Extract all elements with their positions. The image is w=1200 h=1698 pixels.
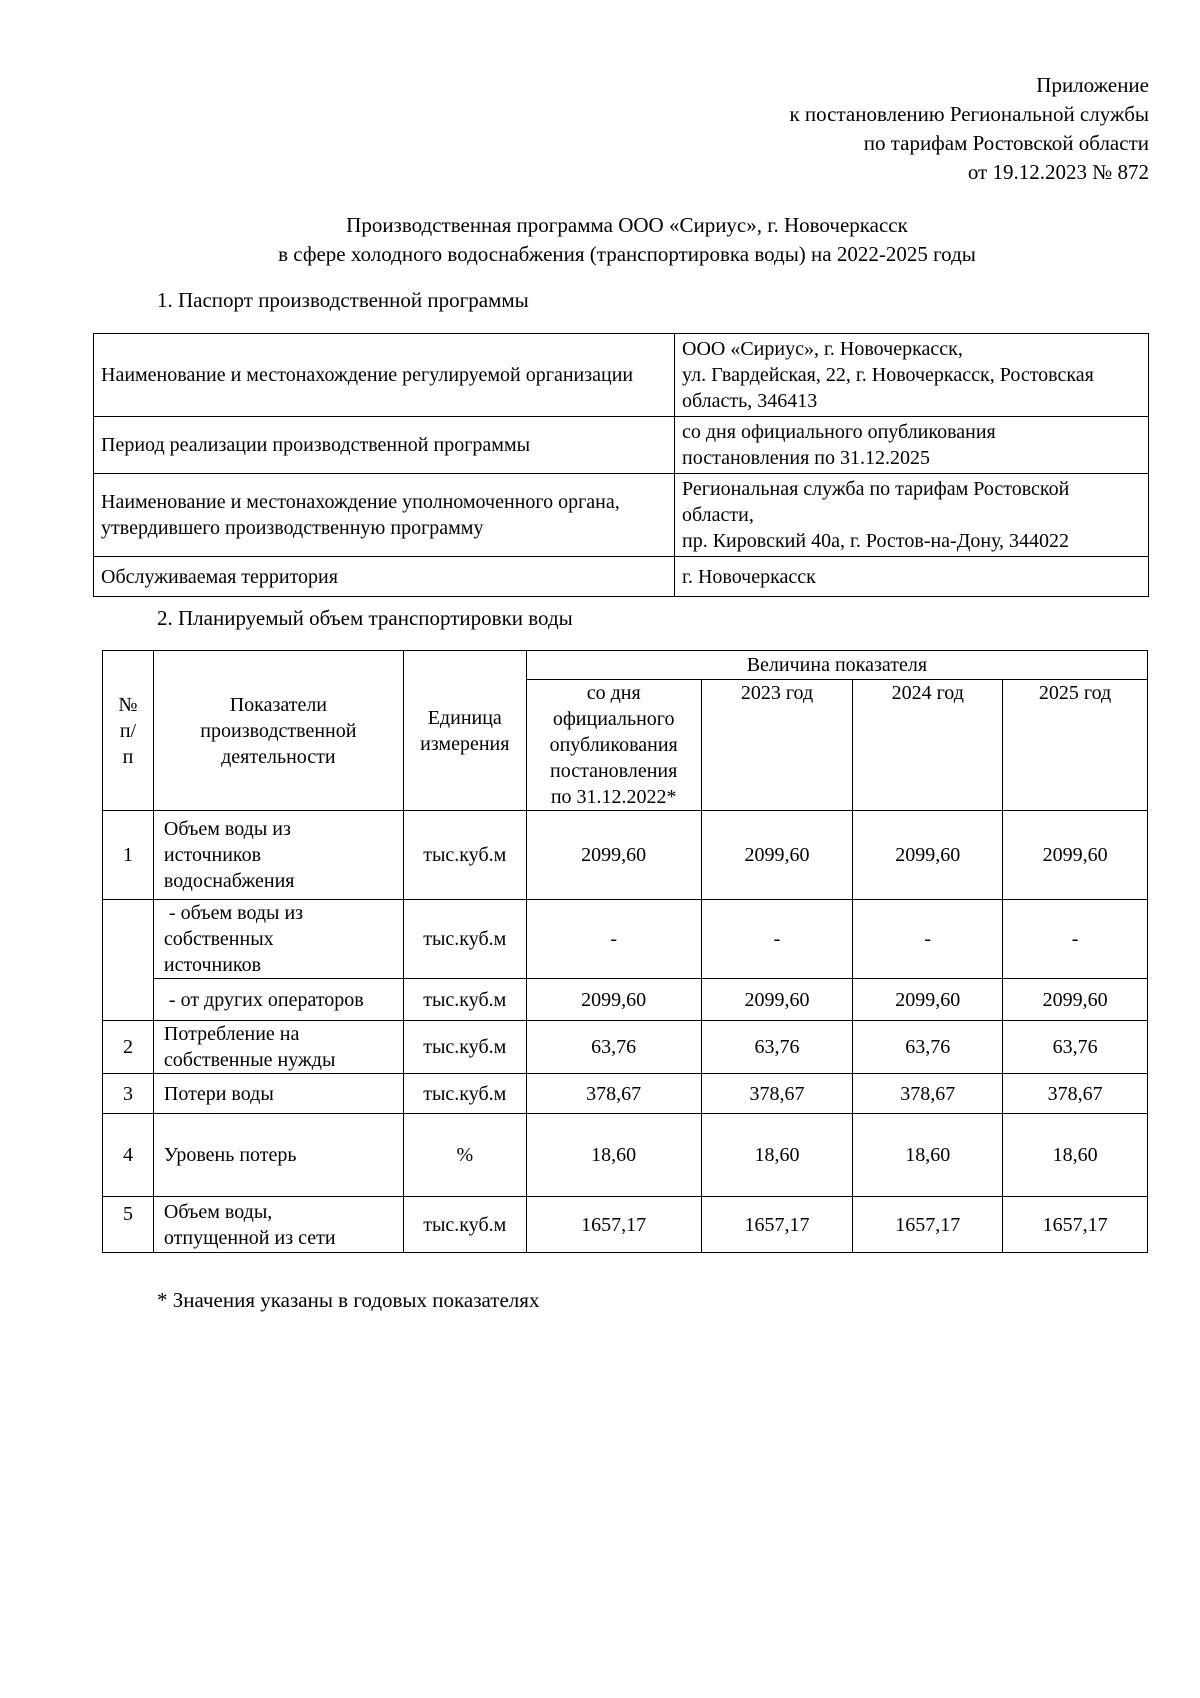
header-line: со дня	[586, 682, 641, 704]
table-row	[103, 811, 1148, 900]
row-value: 63,76	[701, 1021, 853, 1074]
row-unit: тыс.куб.м	[403, 1074, 526, 1114]
indicator-line: Уровень потерь	[163, 1144, 297, 1166]
row-indicator	[153, 1021, 403, 1074]
appendix-line: от 19.12.2023 № 872	[967, 160, 1149, 184]
row-value: 2099,60	[701, 811, 853, 900]
header-line: п/	[119, 719, 137, 742]
row-value: -	[701, 900, 853, 979]
header-line: производственной	[200, 719, 357, 742]
header-line: по 31.12.2022*	[550, 786, 677, 808]
table-row	[103, 1197, 1148, 1253]
value-line: область, 346413	[682, 390, 818, 412]
header-period	[526, 680, 701, 811]
row-indicator	[153, 811, 403, 900]
passport-label: Период реализации производственной программы	[94, 417, 675, 474]
row-num: 3	[103, 1074, 154, 1114]
row-num: 5	[103, 1197, 154, 1253]
table-row	[103, 1114, 1148, 1197]
header-row	[103, 651, 1148, 680]
row-value: 1657,17	[701, 1197, 853, 1253]
table-row	[94, 334, 1149, 417]
header-unit	[403, 651, 526, 811]
value-line: со дня официального опубликования	[682, 421, 996, 443]
row-unit: тыс.куб.м	[403, 900, 526, 979]
indicator-line: собственных	[163, 928, 274, 950]
indicator-line: источников	[163, 954, 262, 976]
row-value: 2099,60	[1003, 811, 1148, 900]
indicator-line: собственные нужды	[163, 1049, 336, 1071]
row-indicator	[153, 979, 403, 1021]
row-unit: тыс.куб.м	[403, 811, 526, 900]
row-value: 378,67	[853, 1074, 1003, 1114]
plan-table	[102, 650, 1148, 1253]
row-value: 63,76	[526, 1021, 701, 1074]
value-line: пр. Кировский 40а, г. Ростов-на-Дону, 344022	[682, 530, 1070, 552]
row-value: 2099,60	[701, 979, 853, 1021]
header-value-group: Величина показателя	[526, 651, 1147, 680]
row-value: 1657,17	[526, 1197, 701, 1253]
value-line: области,	[682, 504, 754, 526]
row-indicator	[153, 1197, 403, 1253]
section-1-heading: 1. Паспорт производственной программы	[157, 288, 529, 312]
indicator-line: источников	[163, 844, 262, 866]
table-row	[94, 474, 1149, 557]
value-line: г. Новочеркасск	[682, 565, 816, 588]
passport-value	[675, 417, 1149, 474]
header-indicator	[153, 651, 403, 811]
header-line: Единица	[427, 706, 502, 729]
appendix-line: к постановлению Региональной службы	[789, 102, 1149, 126]
passport-value	[675, 474, 1149, 557]
row-value: 1657,17	[853, 1197, 1003, 1253]
header-line: официального	[552, 708, 675, 730]
indicator-line: водоснабжения	[163, 870, 295, 892]
indicator-line: Объем воды из	[163, 818, 291, 840]
indicator-line: Объем воды,	[163, 1200, 273, 1223]
row-indicator	[153, 1114, 403, 1197]
section-2-heading: 2. Планируемый объем транспортировки воды	[157, 606, 573, 630]
row-unit: тыс.куб.м	[403, 979, 526, 1021]
row-value: 18,60	[853, 1114, 1003, 1197]
row-value: 18,60	[526, 1114, 701, 1197]
indicator-line: Потери воды	[163, 1082, 274, 1105]
passport-value	[675, 557, 1149, 597]
indicator-line: отпущенной из сети	[163, 1226, 336, 1249]
header-line: измерения	[420, 732, 510, 755]
row-indicator	[153, 1074, 403, 1114]
appendix-line: Приложение	[1036, 73, 1149, 97]
indicator-line: Потребление на	[163, 1023, 300, 1045]
row-value: 2099,60	[1003, 979, 1148, 1021]
table-row	[103, 979, 1148, 1021]
row-indicator	[153, 900, 403, 979]
header-line: №	[118, 693, 138, 716]
header-line: п	[122, 745, 134, 768]
title-line: Производственная программа ООО «Сириус», г. Новочеркасск	[346, 213, 908, 237]
row-value: 63,76	[1003, 1021, 1148, 1074]
appendix-line: по тарифам Ростовской области	[863, 131, 1149, 155]
appendix-block	[789, 71, 1149, 187]
passport-value	[675, 334, 1149, 417]
row-num	[103, 900, 154, 1021]
row-num: 2	[103, 1021, 154, 1074]
passport-label: Обслуживаемая территория	[94, 557, 675, 597]
header-line: Показатели	[229, 693, 328, 716]
passport-label: Наименование и местонахождение уполномоченного органа, утвердившего производственную программу	[94, 474, 675, 557]
row-unit: тыс.куб.м	[403, 1197, 526, 1253]
table-row	[103, 900, 1148, 979]
row-value: 18,60	[701, 1114, 853, 1197]
row-num: 1	[103, 811, 154, 900]
row-value: 2099,60	[526, 979, 701, 1021]
row-value: 378,67	[1003, 1074, 1148, 1114]
passport-table	[93, 333, 1149, 597]
row-unit: %	[403, 1114, 526, 1197]
row-value: 2099,60	[853, 979, 1003, 1021]
row-value: 18,60	[1003, 1114, 1148, 1197]
document-title	[0, 211, 1200, 269]
row-value: 378,67	[526, 1074, 701, 1114]
passport-label: Наименование и местонахождение регулируемой организации	[94, 334, 675, 417]
row-value: 1657,17	[1003, 1197, 1148, 1253]
indicator-line: - от других операторов	[163, 988, 364, 1011]
table-row	[94, 557, 1149, 597]
row-value: -	[526, 900, 701, 979]
row-num: 4	[103, 1114, 154, 1197]
row-value: 378,67	[701, 1074, 853, 1114]
row-value: 63,76	[853, 1021, 1003, 1074]
row-value: -	[853, 900, 1003, 979]
row-value: 2099,60	[526, 811, 701, 900]
footnote: * Значения указаны в годовых показателях	[157, 1288, 540, 1312]
header-line: деятельности	[221, 745, 336, 768]
header-year-2025: 2025 год	[1003, 680, 1148, 811]
row-value: -	[1003, 900, 1148, 979]
header-num	[103, 651, 154, 811]
header-year-2024: 2024 год	[853, 680, 1003, 811]
header-line: постановления	[550, 760, 678, 782]
table-row	[103, 1021, 1148, 1074]
value-line: постановления по 31.12.2025	[682, 447, 930, 469]
table-row	[94, 417, 1149, 474]
header-year-2023: 2023 год	[701, 680, 853, 811]
table-row	[103, 1074, 1148, 1114]
row-unit: тыс.куб.м	[403, 1021, 526, 1074]
value-line: ООО «Сириус», г. Новочеркасск,	[682, 338, 963, 360]
title-line: в сфере холодного водоснабжения (транспортировка воды) на 2022-2025 годы	[278, 242, 976, 266]
value-line: Региональная служба по тарифам Ростовской	[682, 478, 1070, 500]
row-value: 2099,60	[853, 811, 1003, 900]
indicator-line: - объем воды из	[163, 902, 304, 924]
header-line: опубликования	[549, 734, 678, 756]
value-line: ул. Гвардейская, 22, г. Новочеркасск, Ростовская	[682, 364, 1094, 386]
